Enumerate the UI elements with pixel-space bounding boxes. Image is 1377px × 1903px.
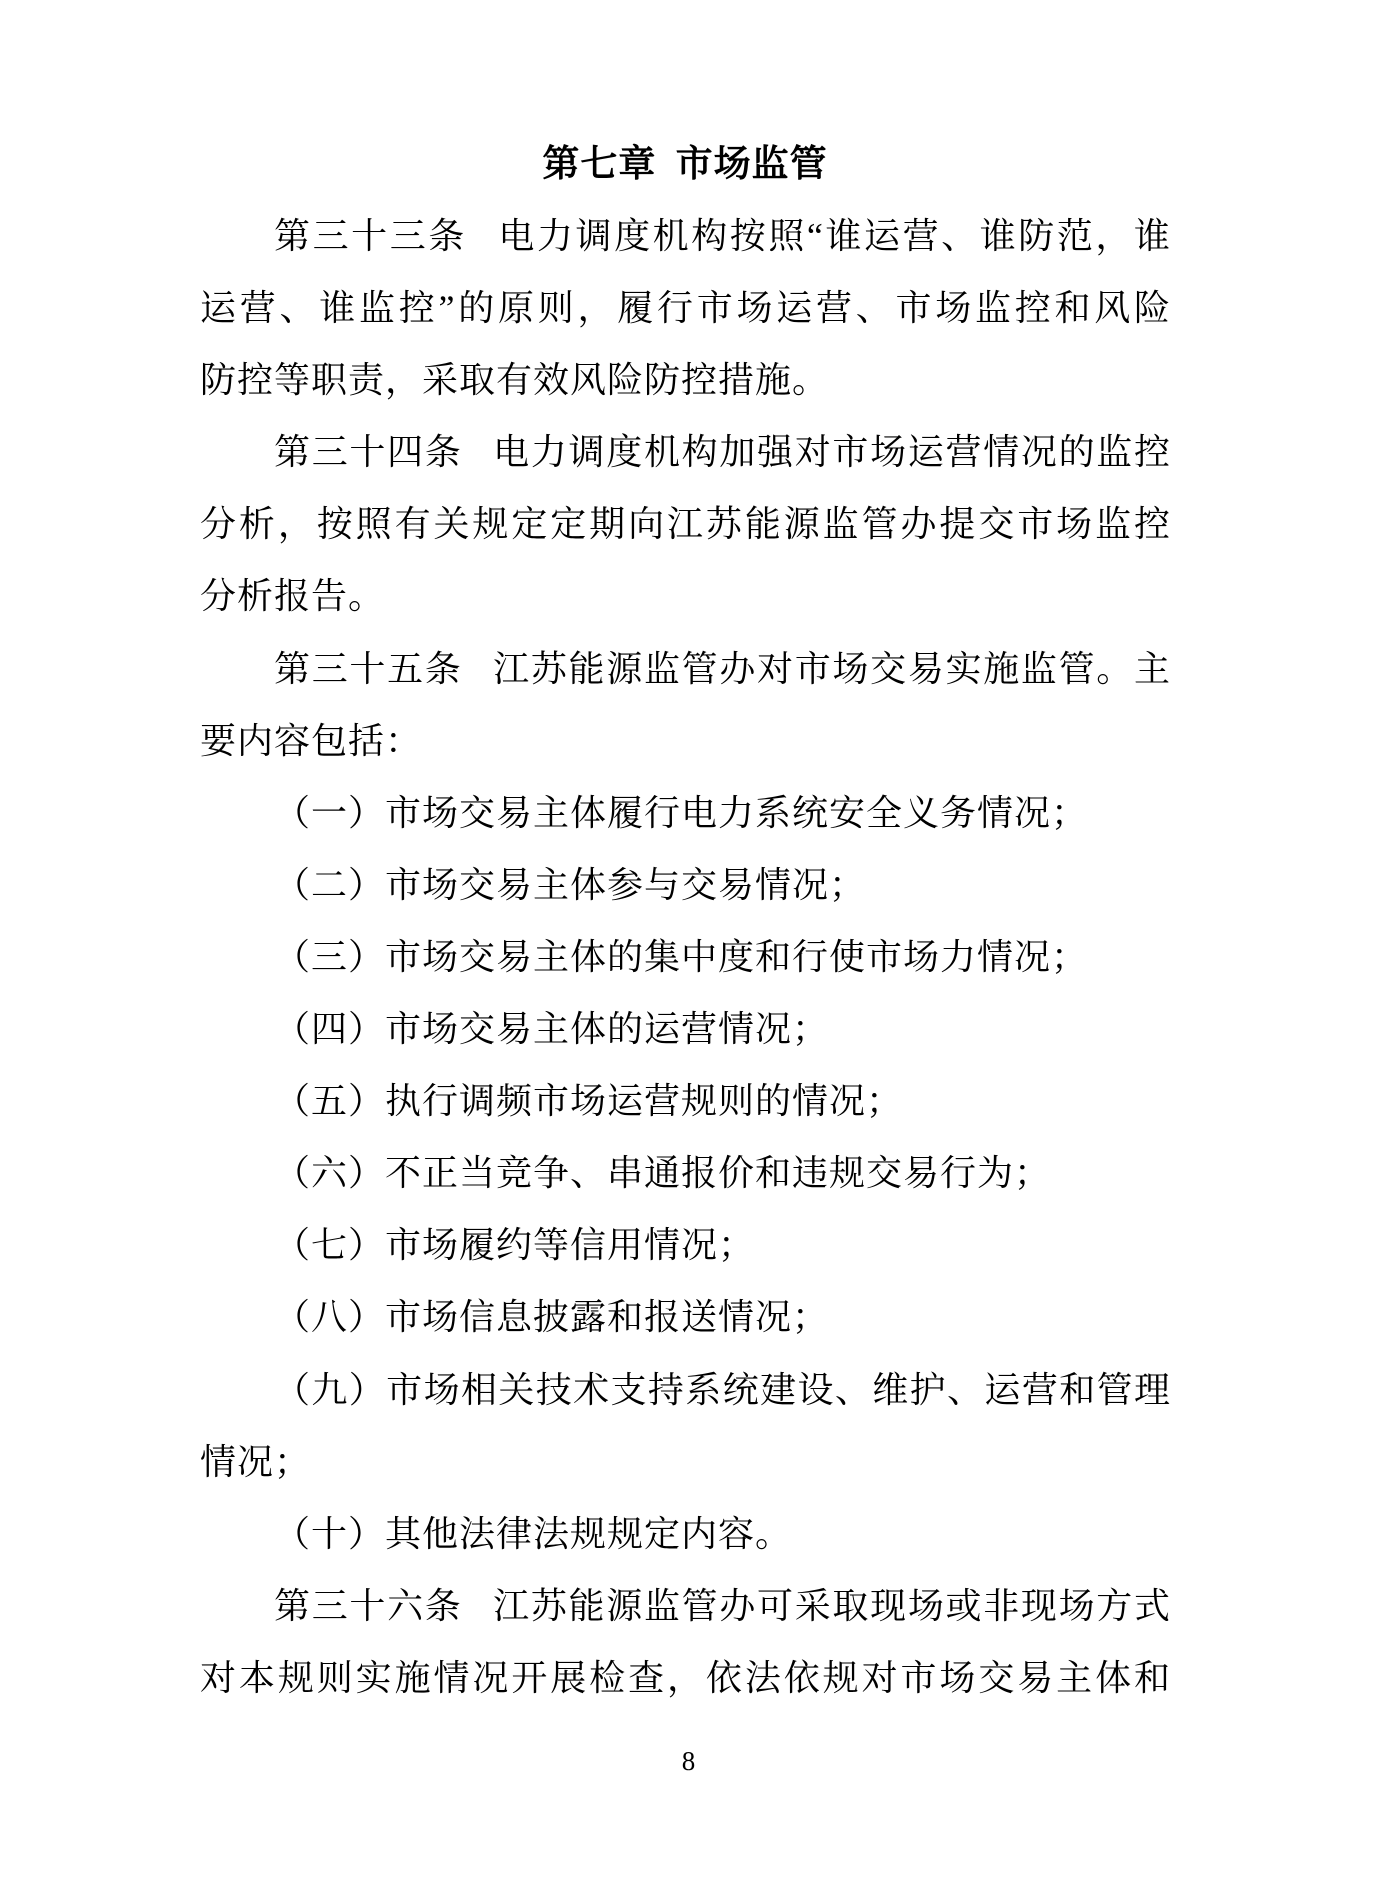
page-number: 8 [681,1746,696,1776]
text-line: （七）市场履约等信用情况； [274,1225,756,1266]
chapter-title: 第七章 市场监管 [542,143,828,184]
text-line: 要内容包括： [200,720,423,761]
text-line: （九）市场相关技术支持系统建设、维护、运营和管理 [274,1369,1170,1410]
text-line: 运营、谁监控”的原则，履行市场运营、市场监控和风险 [200,288,1170,329]
text-line: 第三十五条 江苏能源监管办对市场交易实施监管。主 [274,648,1170,689]
text-line: （四）市场交易主体的运营情况； [274,1009,830,1050]
text-line: （一）市场交易主体履行电力系统安全义务情况； [274,792,1089,833]
text-line: 第三十三条 电力调度机构按照“谁运营、谁防范，谁 [274,216,1170,256]
text-line: 分析，按照有关规定定期向江苏能源监管办提交市场监控 [200,504,1170,545]
document-body [200,127,1170,1714]
text-line: 情况； [200,1441,312,1482]
text-line: 第三十四条 电力调度机构加强对市场运营情况的监控 [274,432,1170,473]
text-line: 分析报告。 [200,576,386,617]
text-line: （二）市场交易主体参与交易情况； [274,864,867,905]
text-line: （五）执行调频市场运营规则的情况； [274,1081,904,1122]
text-line: 第三十六条 江苏能源监管办可采取现场或非现场方式 [274,1585,1170,1626]
text-line: （八）市场信息披露和报送情况； [274,1297,830,1338]
text-line: （六）不正当竞争、串通报价和违规交易行为； [274,1153,1052,1194]
text-line: （三）市场交易主体的集中度和行使市场力情况； [274,936,1089,977]
text-line: 防控等职责，采取有效风险防控措施。 [200,360,830,401]
text-line: 对本规则实施情况开展检查，依法依规对市场交易主体和 [200,1657,1170,1698]
text-line: （十）其他法律法规规定内容。 [274,1513,793,1554]
